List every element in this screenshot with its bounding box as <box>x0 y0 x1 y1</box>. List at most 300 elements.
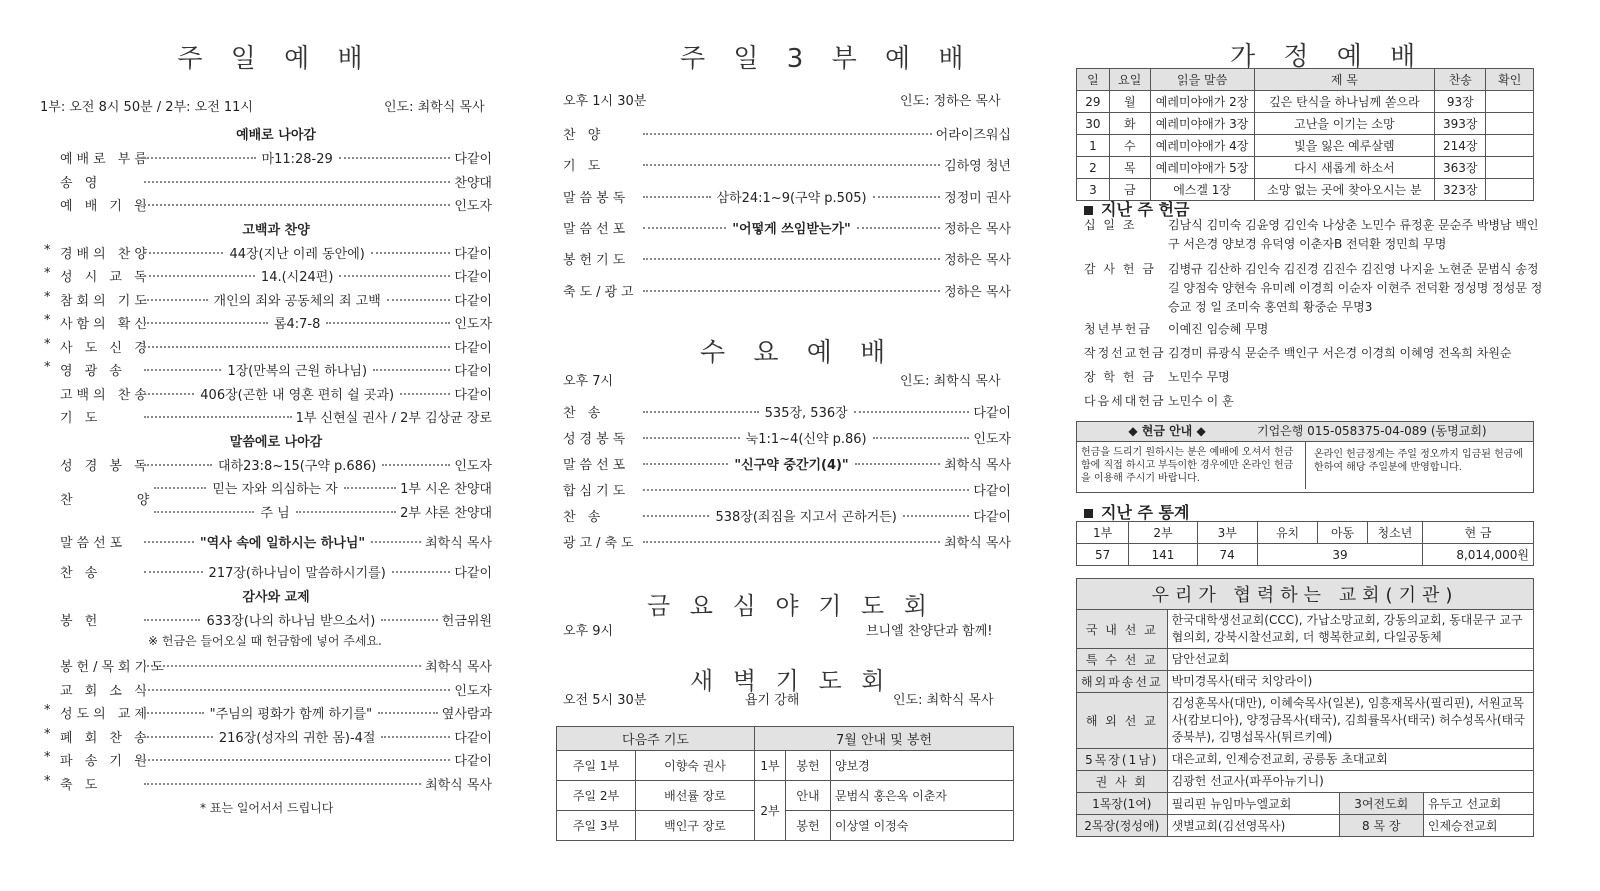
order-row <box>60 148 492 167</box>
offering-names: 김남식 김미숙 김윤영 김인숙 나상춘 노민수 류정훈 문순주 박병남 백인구 서은경 양보경 유덕영 이춘자B 전덕환 정민희 무명 <box>1168 218 1539 251</box>
order-person: 최학식 목사 <box>425 660 492 675</box>
order-label: 광고/축도 <box>563 536 638 551</box>
leader-dots <box>371 541 421 543</box>
dawn-prayer-time: 오전 5시 30분 <box>563 693 647 708</box>
family-worship-cell: 2 <box>1077 157 1110 179</box>
partner-row <box>1077 749 1534 771</box>
july-role: 안내 <box>786 781 831 811</box>
order-row <box>563 402 1011 421</box>
order-person: 다같이 <box>454 754 492 769</box>
leader-dots <box>144 689 450 691</box>
cash-guide-right: 온라인 헌금정게는 주일 정오까지 입금된 헌금에 한하여 해당 주일분에 반영합니다. <box>1314 449 1524 473</box>
leader-dots <box>326 322 450 324</box>
family-worship-cell: 예레미야애가 5장 <box>1150 157 1254 179</box>
order-row <box>563 155 1011 174</box>
partner-names: 인제승전교회 <box>1423 815 1533 837</box>
partner-category: 특 수 선 교 <box>1077 649 1168 671</box>
leader-dots <box>144 322 268 324</box>
order-detail: "신구약 중간기(4)" <box>734 458 849 473</box>
order-person: 인도자 <box>454 683 492 699</box>
order-label: 봉헌/목회기도 <box>60 660 168 675</box>
july-names: 이상열 이정숙 <box>831 811 1014 841</box>
family-worship-row <box>1077 135 1534 157</box>
order-person: 다같이 <box>454 566 493 581</box>
order-detail: "어떻게 쓰임받는가" <box>732 221 851 237</box>
sunday-service-time: 1부: 오전 8시 50분 / 2부: 오전 11시 <box>40 100 253 115</box>
leader-dots <box>144 252 223 254</box>
partner-table <box>1076 578 1534 837</box>
family-worship-cell: 다시 새롭게 하소서 <box>1254 157 1435 179</box>
stat-value: 39 <box>1257 544 1423 566</box>
order-label: 찬 송 <box>563 510 605 525</box>
order-label: 사 도 신 경 <box>60 340 151 356</box>
offering-row <box>1084 344 1548 363</box>
anthem-row <box>150 502 492 521</box>
order-detail: 마11:28-29 <box>261 152 333 167</box>
offering-type: 십 일 조 <box>1084 218 1137 232</box>
leader-dots <box>643 515 709 517</box>
nextweek-label: 주일 1부 <box>557 751 636 781</box>
order-person: 다같이 <box>454 730 492 746</box>
order-person: 정하은 목사 <box>944 221 1012 237</box>
order-label: 기 도 <box>60 411 102 426</box>
partner-row <box>1077 815 1534 837</box>
order-detail: 633장(나의 하나님 받으소서) <box>206 614 376 629</box>
cash-guide-box <box>1076 421 1534 493</box>
order-row <box>60 384 492 403</box>
offering-row <box>1084 260 1548 317</box>
standing-marker: * <box>44 726 51 742</box>
family-worship-cell: 30 <box>1077 113 1110 135</box>
family-worship-cell: 3 <box>1077 179 1110 201</box>
order-detail: 1장(만복의 근원 하나님) <box>227 364 368 379</box>
order-person: 다같이 <box>454 293 493 309</box>
leader-dots <box>643 489 969 491</box>
partner-category: 8 목 장 <box>1339 815 1423 837</box>
anthem-row <box>150 478 492 497</box>
order-person: 정하은 목사 <box>944 284 1011 300</box>
order-label: 축도/광고 <box>563 284 638 300</box>
order-person: 다같이 <box>973 484 1011 499</box>
leader-dots <box>381 619 437 621</box>
partner-category: 1목장(1여) <box>1077 793 1168 815</box>
sunday-service-title: 주 일 예 배 <box>177 44 373 74</box>
family-worship-cell: 1 <box>1077 135 1110 157</box>
offering-type: 감 사 헌 금 <box>1084 262 1156 276</box>
july-part: 2부 <box>755 781 786 841</box>
stat-header: 1부 <box>1077 522 1129 544</box>
family-worship-cell[interactable] <box>1486 157 1534 179</box>
order-row <box>563 218 1011 237</box>
cash-guide-bank: 기업은행 015-058375-04-089 (동명교회) <box>1257 424 1487 438</box>
order-row <box>563 249 1011 268</box>
anthem-title: 믿는 자와 의심하는 자 <box>212 482 338 497</box>
leader-dots <box>339 157 451 159</box>
wednesday-service-title: 수 요 예 배 <box>700 338 896 368</box>
partner-category: 2목장(정성애) <box>1077 815 1168 837</box>
order-label: 찬 양 <box>563 128 605 143</box>
leader-dots <box>643 164 940 166</box>
stat-value: 8,014,000원 <box>1423 544 1534 566</box>
order-detail: 535장, 536장 <box>764 406 848 421</box>
order-label: 사함의 확신 <box>60 317 151 332</box>
leader-dots <box>344 487 396 489</box>
order-person: 다같이 <box>454 387 493 403</box>
order-label: 봉 헌 <box>60 614 102 629</box>
family-worship-cell[interactable] <box>1486 91 1534 113</box>
last-week-stats-title <box>1084 500 1189 523</box>
stat-header: 현 금 <box>1423 522 1534 544</box>
july-names: 문범식 홍은옥 이춘자 <box>831 781 1014 811</box>
family-worship-cell: 월 <box>1109 91 1150 113</box>
offering-names: 김경미 류광식 문순주 백인구 서은경 이경희 이혜영 전옥희 차원순 <box>1168 346 1512 360</box>
order-person: 다같이 <box>454 340 492 356</box>
july-names: 양보경 <box>831 751 1014 781</box>
leader-dots <box>643 227 726 229</box>
family-worship-header: 읽을 말씀 <box>1150 69 1254 91</box>
family-worship-header: 제 목 <box>1254 69 1435 91</box>
family-worship-cell[interactable] <box>1486 179 1534 201</box>
friday-prayer-title: 금 요 심 야 기 도 회 <box>646 592 934 620</box>
order-person: 1부 신현실 권사 / 2부 김상균 장로 <box>295 411 492 426</box>
offering-type: 다음세대헌금 <box>1084 394 1166 408</box>
leader-dots <box>903 515 969 517</box>
leader-dots <box>144 181 450 183</box>
partner-title: 우리가 협력하는 교회(기관) <box>1077 579 1534 610</box>
offering-type: 장 학 헌 금 <box>1084 370 1156 384</box>
offering-type: 작정선교헌금 <box>1084 346 1166 360</box>
leader-dots <box>144 736 213 738</box>
order-person: 다같이 <box>454 246 493 262</box>
stat-value: 141 <box>1129 544 1198 566</box>
order-detail: 14.(시24편) <box>260 270 334 285</box>
order-row <box>60 337 492 356</box>
stats-header-row <box>1077 522 1534 544</box>
square-bullet-icon <box>1084 509 1093 518</box>
order-detail: 406장(곤한 내 영혼 편히 쉴 곳과) <box>200 387 395 403</box>
family-worship-cell[interactable] <box>1486 135 1534 157</box>
section-heading: 감사와 교제 <box>242 590 310 605</box>
family-worship-cell: 363장 <box>1435 157 1486 179</box>
offering-type: 청년부헌금 <box>1084 322 1152 336</box>
standing-marker: * <box>44 773 51 789</box>
order-row <box>60 750 492 769</box>
leader-dots <box>154 487 206 489</box>
order-row <box>60 360 492 379</box>
leader-dots <box>144 464 212 466</box>
order-row <box>563 428 1011 447</box>
leader-dots <box>371 252 450 254</box>
partner-category: 국 내 선 교 <box>1077 610 1168 649</box>
stats-value-row <box>1077 544 1534 566</box>
order-row <box>60 290 492 309</box>
leader-dots <box>643 196 711 198</box>
anthem-title: 주 님 <box>260 506 290 521</box>
partner-category: 3여전도회 <box>1339 793 1423 815</box>
cash-guide-left: 헌금을 드리기 원하시는 분은 예배에 오셔서 헌금함에 직접 하시고 부득이한 경우에만 온라인 헌금을 이용해 주시기 바랍니다. <box>1077 442 1306 489</box>
family-worship-cell: 323장 <box>1435 179 1486 201</box>
order-label: 예 배 기 원 <box>60 199 151 214</box>
stat-header: 아동 <box>1318 522 1367 544</box>
order-detail: "주님의 평화가 함께 하기를" <box>209 707 373 722</box>
offering-row <box>1084 368 1548 387</box>
order-label: 찬 송 <box>60 566 102 581</box>
partner-names: 김광헌 선교사(파푸아뉴기니) <box>1167 771 1533 793</box>
leader-dots <box>857 227 940 229</box>
leader-dots <box>144 369 221 371</box>
cash-guide-body <box>1077 442 1533 489</box>
order-person: 다같이 <box>973 510 1012 525</box>
order-person: 최학식 목사 <box>944 458 1012 473</box>
leader-dots <box>144 759 450 761</box>
order-label: 성 시 교 독 <box>60 270 151 285</box>
offering-names: 이예진 임승혜 무명 <box>1168 322 1269 336</box>
order-person: 헌금위원 <box>441 614 493 629</box>
order-person: 찬양대 <box>454 175 492 191</box>
leader-dots <box>154 511 254 513</box>
order-label: 봉헌기도 <box>563 253 630 269</box>
order-row <box>60 727 492 746</box>
order-person: 최학식 목사 <box>425 536 493 551</box>
family-worship-cell: 93장 <box>1435 91 1486 113</box>
july-part: 1부 <box>755 751 786 781</box>
partner-names: 유두고 선교회 <box>1423 793 1533 815</box>
leader-dots <box>643 463 728 465</box>
family-worship-header: 일 <box>1077 69 1110 91</box>
standing-note: * 표는 일어서서 드립니다 <box>200 801 334 815</box>
dawn-prayer-title: 새 벽 기 도 회 <box>690 667 891 695</box>
partner-names: 한국대학생선교회(CCC), 가납소망교회, 강동의교회, 동대문구 교구협의회, 강북시찰선교회, 더 행복한교회, 다일공동체 <box>1167 610 1533 649</box>
partner-names: 김성훈목사(대만), 이혜숙목사(일본), 임흥재목사(필리핀), 서원교목사(캄보디아), 양정금목사(태국), 김희률목사(태국) 허수성목사(태국중북부), 김명섭목사(튀르키예) <box>1167 693 1533 749</box>
leader-dots <box>144 204 450 206</box>
family-worship-row <box>1077 157 1534 179</box>
family-worship-cell: 금 <box>1109 179 1150 201</box>
order-row <box>563 532 1011 551</box>
order-label: 성경봉독 <box>563 432 630 447</box>
order-row <box>60 455 492 474</box>
leader-dots <box>144 275 255 277</box>
order-row <box>563 187 1011 206</box>
order-person: 다같이 <box>454 270 493 285</box>
order-row <box>60 313 492 332</box>
offering-row <box>1084 320 1548 339</box>
offering-row <box>1084 392 1548 411</box>
leader-dots <box>381 736 450 738</box>
nextweek-label: 주일 3부 <box>557 811 636 841</box>
order-person: 다같이 <box>454 152 493 167</box>
standing-marker: * <box>44 313 51 328</box>
order-row <box>60 774 492 793</box>
partner-row <box>1077 649 1534 671</box>
wednesday-service-time: 오후 7시 <box>563 374 614 389</box>
leader-dots <box>643 133 932 135</box>
partner-category: 해 외 선 교 <box>1077 693 1168 749</box>
order-row <box>60 703 492 722</box>
order-person: 옆사람과 <box>441 707 493 722</box>
leader-dots <box>144 299 208 301</box>
order-label: 기 도 <box>563 159 605 175</box>
family-worship-cell: 빛을 잃은 예루살렘 <box>1254 135 1435 157</box>
order-label: 말씀봉독 <box>563 190 630 206</box>
order-label: 예배로 부름 <box>60 152 151 167</box>
partner-names: 대은교회, 인제승전교회, 공릉동 초대교회 <box>1167 749 1533 771</box>
order-person: 최학식 목사 <box>425 777 492 793</box>
partner-row <box>1077 671 1534 693</box>
third-service-leader: 인도: 정하은 목사 <box>900 94 1001 109</box>
order-row <box>60 243 492 262</box>
partner-category: 5목장(1남) <box>1077 749 1168 771</box>
prayer-offering-table <box>556 726 1014 841</box>
order-person: 정하은 목사 <box>944 253 1011 269</box>
square-bullet-icon <box>1084 206 1093 215</box>
order-row <box>60 656 492 675</box>
nextweek-prayer-header: 다음주 기도 <box>557 727 755 751</box>
anthem-choir: 2부 샤론 찬양대 <box>400 506 493 521</box>
order-label: 파 송 기 원 <box>60 754 151 769</box>
section-heading: 고백과 찬양 <box>242 222 310 238</box>
leader-dots <box>855 463 940 465</box>
order-detail: 개인의 죄와 공동체의 죄 고백 <box>213 293 381 309</box>
stat-header: 2부 <box>1129 522 1198 544</box>
standing-marker: * <box>44 289 51 305</box>
order-person: 김하영 청년 <box>944 159 1011 175</box>
stats-title-text: 지난 주 통계 <box>1101 503 1190 522</box>
partner-names: 박미경목사(태국 치앙라이) <box>1167 671 1533 693</box>
order-row <box>60 562 492 581</box>
third-service-time: 오후 1시 30분 <box>563 94 647 109</box>
friday-prayer-leader: 브니엘 찬양단과 함께! <box>866 624 993 639</box>
sunday-service-leader: 인도: 최학식 목사 <box>384 100 485 115</box>
order-label: 말씀선포 <box>563 458 630 473</box>
leader-dots <box>643 411 759 413</box>
leader-dots <box>873 196 941 198</box>
order-row <box>563 281 1011 300</box>
section-heading: 예배로 나아감 <box>236 128 316 143</box>
family-worship-header: 요일 <box>1109 69 1150 91</box>
third-service-title: 주 일 3 부 예 배 <box>680 44 974 74</box>
july-role: 봉헌 <box>786 751 831 781</box>
order-detail: 538장(죄짐을 지고서 곤하거든) <box>715 510 897 525</box>
order-label: 교 회 소 식 <box>60 683 151 699</box>
leader-dots <box>144 416 292 418</box>
leader-dots <box>873 437 970 439</box>
offering-names: 김병규 김산하 김인숙 김진경 김진수 김진영 나지윤 노현준 문범식 송정길 양점숙 양현숙 유미례 이경희 이순자 이현주 전덕환 정성명 정성문 정승교 정 일 조미숙 홍연희 황중순 무명3 <box>1168 262 1543 314</box>
nextweek-name: 이향숙 권사 <box>636 751 755 781</box>
order-row <box>60 532 492 551</box>
stat-header: 유치 <box>1257 522 1318 544</box>
partner-row <box>1077 793 1534 815</box>
family-worship-cell: 수 <box>1109 135 1150 157</box>
cash-guide-header <box>1077 422 1533 442</box>
family-worship-table <box>1076 68 1534 201</box>
order-person: 어라이즈워십 <box>935 128 1011 143</box>
partner-names: 필리핀 뉴임마누엘교회 <box>1167 793 1339 815</box>
order-person: 인도자 <box>973 432 1011 447</box>
family-worship-cell: 목 <box>1109 157 1150 179</box>
dawn-prayer-topic: 욥기 강해 <box>745 693 800 708</box>
standing-marker: * <box>44 703 51 718</box>
stat-value: 57 <box>1077 544 1129 566</box>
family-worship-row <box>1077 113 1534 135</box>
cash-guide-title: ◆ 현금 안내 ◆ <box>1128 424 1206 438</box>
order-row <box>60 266 492 285</box>
order-person: 다같이 <box>973 406 1012 421</box>
order-detail: 217장(하나님이 말씀하시기를) <box>208 566 386 581</box>
stat-header: 청소년 <box>1367 522 1423 544</box>
leader-dots <box>144 665 421 667</box>
july-guide-header: 7월 안내 및 봉헌 <box>755 727 1014 751</box>
nextweek-name: 배선률 장로 <box>636 781 755 811</box>
family-worship-row <box>1077 91 1534 113</box>
leader-dots <box>643 541 940 543</box>
july-role: 봉헌 <box>786 811 831 841</box>
order-row <box>563 124 1011 143</box>
standing-marker: * <box>44 266 51 281</box>
family-worship-cell: 214장 <box>1435 135 1486 157</box>
order-label: 찬 양 <box>60 493 180 508</box>
offering-note: ※ 헌금은 들어오실 때 헌금함에 넣어 주세요. <box>148 634 382 648</box>
order-row <box>563 506 1011 525</box>
leader-dots <box>144 393 194 395</box>
standing-marker: * <box>44 336 51 352</box>
order-person: 인도자 <box>454 199 492 214</box>
order-detail: 롬4:7-8 <box>273 317 321 332</box>
family-worship-title: 가 정 예 배 <box>1230 42 1426 72</box>
standing-marker: * <box>44 242 51 258</box>
leader-dots <box>643 290 940 292</box>
order-label: 폐 회 찬 송 <box>60 730 151 746</box>
order-detail: 216장(성자의 귀한 몸)-4절 <box>218 730 376 746</box>
order-detail: "역사 속에 일하시는 하나님" <box>199 536 366 551</box>
anthem-choir: 1부 시온 찬양대 <box>400 482 492 497</box>
stats-table <box>1076 521 1534 566</box>
order-row <box>60 172 492 191</box>
leader-dots <box>144 157 256 159</box>
order-row <box>60 610 492 629</box>
nextweek-label: 주일 2부 <box>557 781 636 811</box>
standing-marker: * <box>44 750 51 765</box>
leader-dots <box>144 619 200 621</box>
family-worship-cell: 화 <box>1109 113 1150 135</box>
family-worship-cell: 393장 <box>1435 113 1486 135</box>
order-detail: 삼하24:1~9(구약 p.505) <box>716 190 867 206</box>
family-worship-cell: 예레미야애가 2장 <box>1150 91 1254 113</box>
order-label: 경배의 찬양 <box>60 246 151 262</box>
order-label: 참회의 기도 <box>60 293 151 309</box>
leader-dots <box>643 258 940 260</box>
family-worship-header-row <box>1077 69 1534 91</box>
order-detail: 대하23:8~15(구약 p.686) <box>217 458 377 474</box>
leader-dots <box>373 369 450 371</box>
partner-names: 담안선교회 <box>1167 649 1533 671</box>
order-label: 고백의 찬송 <box>60 387 151 403</box>
order-row <box>60 407 492 426</box>
leader-dots <box>854 411 970 413</box>
family-worship-cell[interactable] <box>1486 113 1534 135</box>
partner-row <box>1077 771 1534 793</box>
leader-dots <box>382 464 450 466</box>
leader-dots <box>378 712 438 714</box>
order-label: 말씀선포 <box>563 221 630 237</box>
offering-names: 노민수 무명 <box>1168 370 1230 384</box>
order-label: 송 영 <box>60 175 102 191</box>
standing-marker: * <box>44 360 51 375</box>
order-detail: 눅1:1~4(신약 p.86) <box>745 432 867 447</box>
order-label: 찬 송 <box>563 406 605 421</box>
section-heading: 말씀에로 나아감 <box>229 434 323 450</box>
leader-dots <box>387 299 451 301</box>
offering-row <box>1084 216 1548 254</box>
